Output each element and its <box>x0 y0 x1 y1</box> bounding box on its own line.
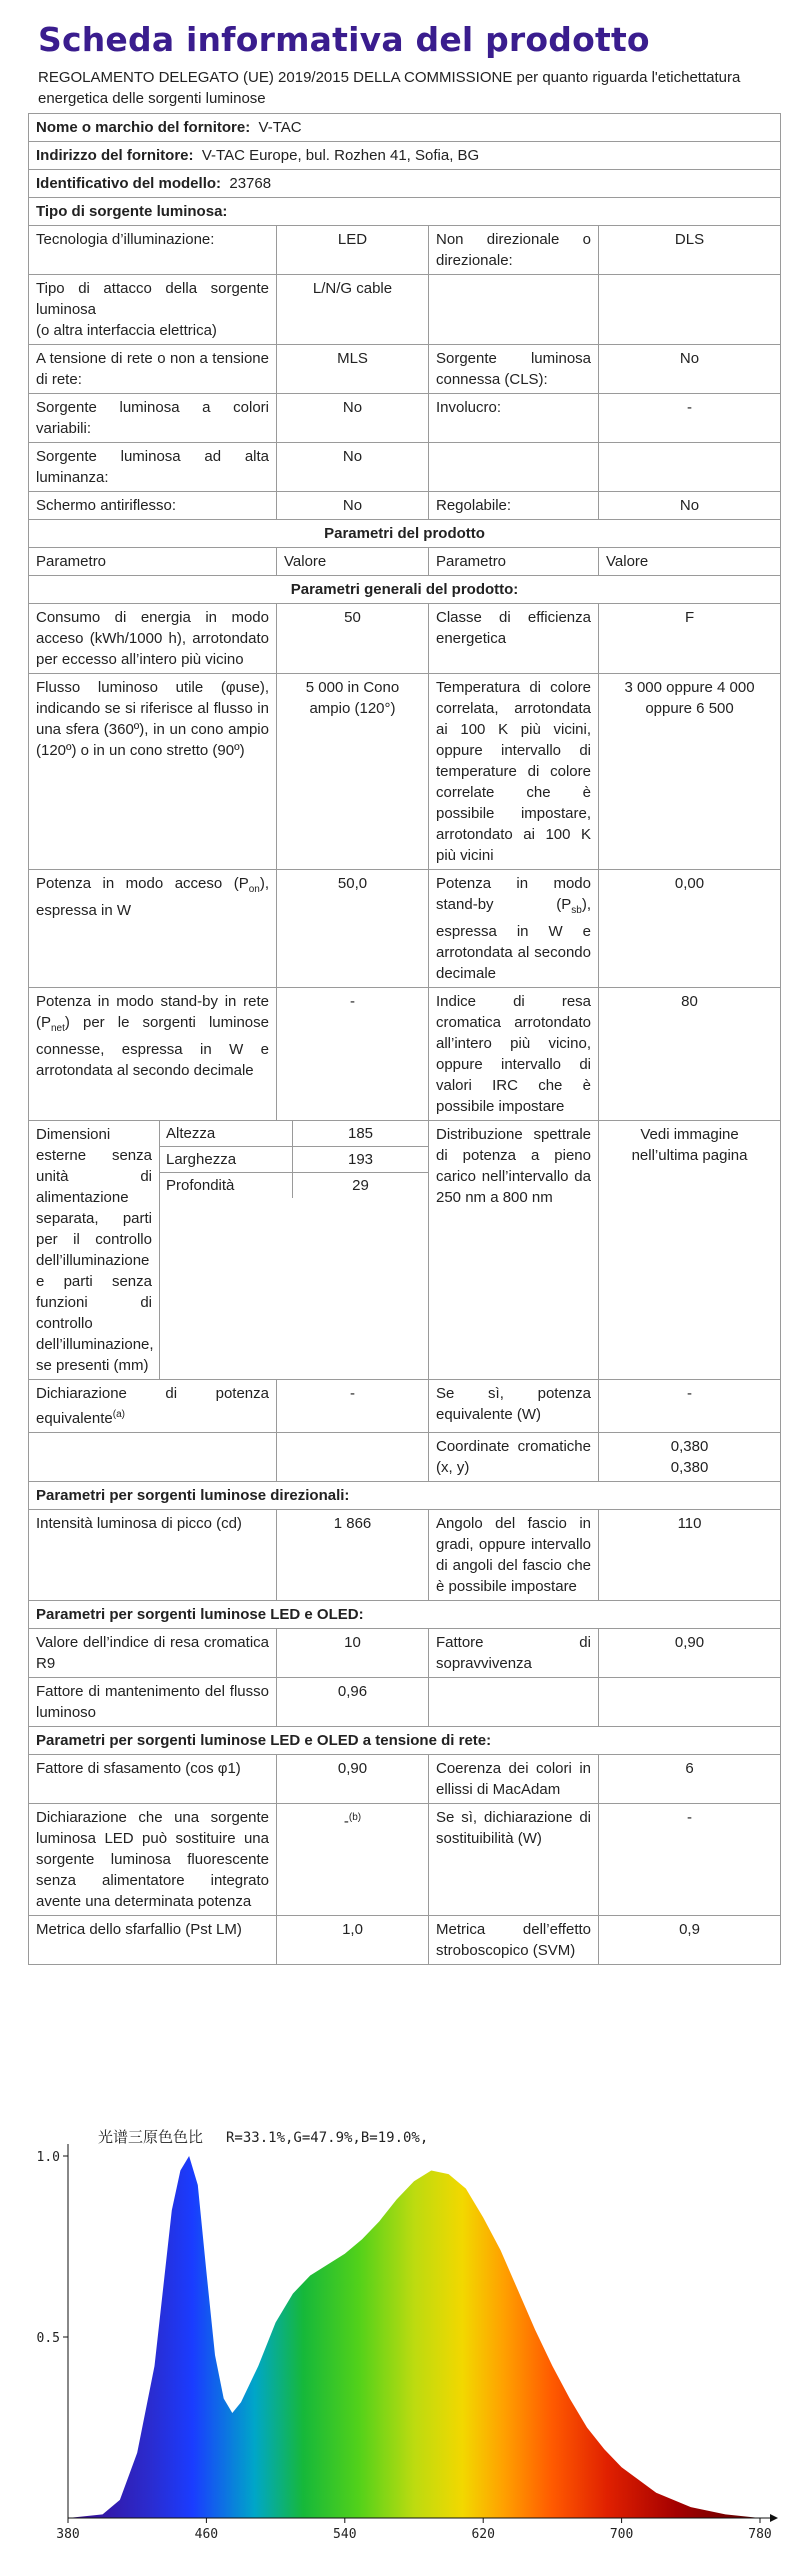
pnet-label-b: ) per le sorgenti luminose connesse, espressa in W e arrotondata al secondo decimale <box>36 1014 269 1079</box>
spd-value: Vedi immagine nell’ultima pagina <box>599 1121 781 1380</box>
cls-value: No <box>599 345 781 394</box>
high-luminance-value: No <box>277 443 429 492</box>
equiv-w-value: - <box>599 1380 781 1433</box>
pon-label-a: Potenza in modo acceso (P <box>36 875 249 892</box>
cap-label: Tipo di attacco della sorgente luminosa <box>36 280 269 318</box>
macadam-value: 6 <box>599 1755 781 1804</box>
color-tunable-value: No <box>277 394 429 443</box>
table-row <box>29 345 781 394</box>
table-row <box>29 443 781 492</box>
equiv-note-mark: (a) <box>112 1409 125 1420</box>
width-label: Larghezza <box>160 1147 293 1172</box>
width-value: 193 <box>347 1151 374 1168</box>
x-tick-label: 540 <box>333 2527 357 2542</box>
svm-label: Metrica dell’effetto stroboscopico (SVM) <box>429 1916 599 1965</box>
peak-intensity-label: Intensità luminosa di picco (cd) <box>29 1510 277 1601</box>
table-row <box>29 1380 781 1433</box>
replace-note-mark: (b) <box>348 1812 362 1823</box>
pnet-label-a: Potenza in modo stand-by in rete (P <box>36 993 269 1031</box>
table-row <box>29 1804 781 1916</box>
maintenance-label: Fattore di mantenimento del flusso luminoso <box>29 1678 277 1727</box>
section-row <box>29 1727 781 1755</box>
table-row <box>29 1629 781 1678</box>
high-luminance-label: Sorgente luminosa ad alta luminanza: <box>29 443 277 492</box>
depth-value: 29 <box>352 1177 369 1194</box>
dimensions-cell <box>29 1121 429 1380</box>
section-row <box>29 520 781 548</box>
led-mains-title: Parametri per sorgenti luminose LED e OLED a tensione di rete: <box>29 1727 781 1755</box>
table-row <box>29 1121 781 1380</box>
macadam-label: Coerenza dei colori in ellissi di MacAdam <box>429 1755 599 1804</box>
width-row <box>160 1147 428 1173</box>
pnet-value: - <box>277 988 429 1121</box>
supplier-address-row <box>29 142 781 170</box>
nondir-label: Non direzionale o direzionale: <box>429 226 599 275</box>
table-row <box>29 988 781 1121</box>
col-header-param-2: Parametro <box>429 548 599 576</box>
envelope-label: Involucro: <box>429 394 599 443</box>
dimmable-label: Regolabile: <box>429 492 599 520</box>
x-tick-label: 700 <box>609 2527 634 2542</box>
chart-title: 光谱三原色色比 <box>98 2128 204 2146</box>
pon-sub: on <box>248 884 260 895</box>
cct-value: 3 000 oppure 4 000 oppure 6 500 <box>599 674 781 870</box>
peak-intensity-value: 1 866 <box>277 1510 429 1601</box>
table-row <box>29 1916 781 1965</box>
chart-subtitle: R=33.1%,G=47.9%,B=19.0%, <box>226 2130 429 2146</box>
model-id-row <box>29 170 781 198</box>
spectrum-area <box>68 2156 760 2518</box>
r9-label: Valore dell’indice di resa cromatica R9 <box>29 1629 277 1678</box>
energy-class-label: Classe di efficienza energetica <box>429 604 599 674</box>
pst-value: 1,0 <box>277 1916 429 1965</box>
chroma-label: Coordinate cromatiche (x, y) <box>429 1433 599 1482</box>
source-type-heading-row <box>29 198 781 226</box>
psb-label-b: ), espressa in W e arrotondata al secondo decimale <box>436 896 591 982</box>
r9-value: 10 <box>277 1629 429 1678</box>
maintenance-value: 0,96 <box>277 1678 429 1727</box>
source-type-heading: Tipo di sorgente luminosa: <box>29 198 781 226</box>
cri-label: Indice di resa cromatica arrotondato all’intero più vicino, oppure intervallo di valori IRC che è possibile impostare <box>429 988 599 1121</box>
psb-value: 0,00 <box>599 870 781 988</box>
supplier-address-label: Indirizzo del fornitore: <box>36 147 194 164</box>
model-id-label: Identificativo del modello: <box>36 175 222 192</box>
survival-label: Fattore di sopravvivenza <box>429 1629 599 1678</box>
directional-title: Parametri per sorgenti luminose direzionali: <box>29 1482 781 1510</box>
table-row <box>29 674 781 870</box>
replace-label: Dichiarazione che una sorgente luminosa LED può sostituire una sorgente luminosa fluorescente senza alimentatore integrato avente una determinata potenza <box>29 1804 277 1916</box>
power-factor-label: Fattore di sfasamento (cos φ1) <box>29 1755 277 1804</box>
flux-label: Flusso luminoso utile (φuse), indicando se si riferisce al flusso in una sfera (360º), in un cono ampio (120º) o in un cono stretto (90º) <box>29 674 277 870</box>
x-tick-label: 780 <box>748 2527 772 2542</box>
spectrum-chart-svg <box>28 2118 780 2548</box>
replace-w-label: Se sì, dichiarazione di sostituibilità (W) <box>429 1804 599 1916</box>
replace-value <box>277 1804 429 1916</box>
psb-label-a: Potenza in modo stand-by (P <box>436 875 591 913</box>
table-row <box>29 275 781 345</box>
depth-row <box>160 1173 428 1198</box>
x-tick-label: 460 <box>194 2527 219 2542</box>
pon-label <box>29 870 277 988</box>
table-row <box>29 492 781 520</box>
section-row <box>29 576 781 604</box>
x-tick-label: 620 <box>471 2527 495 2542</box>
table-row <box>29 870 781 988</box>
color-tunable-label: Sorgente luminosa a colori variabili: <box>29 394 277 443</box>
product-sheet-table <box>28 113 781 1965</box>
replace-w-value: - <box>599 1804 781 1916</box>
svm-value: 0,9 <box>599 1916 781 1965</box>
table-row <box>29 226 781 275</box>
beam-angle-value: 110 <box>599 1510 781 1601</box>
page-title: Scheda informativa del prodotto <box>38 20 650 59</box>
section-row <box>29 1482 781 1510</box>
supplier-name-label: Nome o marchio del fornitore: <box>36 119 251 136</box>
supplier-name-value: V-TAC <box>258 119 302 136</box>
table-row <box>29 1755 781 1804</box>
y-tick-label: 1.0 <box>36 2150 60 2165</box>
energy-class-value: F <box>599 604 781 674</box>
cri-value: 80 <box>599 988 781 1121</box>
nondir-value: DLS <box>599 226 781 275</box>
envelope-value: - <box>599 394 781 443</box>
height-row <box>160 1121 428 1147</box>
regulation-subtitle: REGOLAMENTO DELEGATO (UE) 2019/2015 DELLA COMMISSIONE per quanto riguarda l'etichettatura energetica delle sorgenti luminose <box>38 69 741 107</box>
equiv-value: - <box>277 1380 429 1433</box>
section-row <box>29 1601 781 1629</box>
dimmable-value: No <box>599 492 781 520</box>
chroma-y-value: 0,380 <box>670 1459 709 1476</box>
chroma-x-value: 0,380 <box>670 1438 709 1455</box>
equiv-label <box>29 1380 277 1433</box>
table-row <box>29 394 781 443</box>
survival-value: 0,90 <box>599 1629 781 1678</box>
flux-value: 5 000 in Cono ampio (120°) <box>277 674 429 870</box>
x-tick-label: 380 <box>56 2527 80 2542</box>
psb-sub: sb <box>571 905 582 916</box>
table-row <box>29 1678 781 1727</box>
psb-label <box>429 870 599 988</box>
general-params-title: Parametri generali del prodotto: <box>29 576 781 604</box>
spd-label: Distribuzione spettrale di potenza a pieno carico nell’intervallo da 250 nm a 800 nm <box>429 1121 599 1380</box>
table-row <box>29 1510 781 1601</box>
cct-label: Temperatura di colore correlata, arrotondata ai 100 K più vicini, oppure intervallo di temperature di colore correlate che è possibile impostare, arrotondato ai 100 K più vicini <box>429 674 599 870</box>
column-header-row <box>29 548 781 576</box>
cap-value: L/N/G cable <box>277 275 429 345</box>
product-params-title: Parametri del prodotto <box>29 520 781 548</box>
equiv-label-text: Dichiarazione di potenza equivalente <box>36 1385 269 1427</box>
product-information-sheet <box>28 0 780 1965</box>
mains-label: A tensione di rete o non a tensione di rete: <box>29 345 277 394</box>
cls-label: Sorgente luminosa connessa (CLS): <box>429 345 599 394</box>
mains-value: MLS <box>277 345 429 394</box>
anti-glare-value: No <box>277 492 429 520</box>
supplier-name-row <box>29 114 781 142</box>
energy-label: Consumo di energia in modo acceso (kWh/1000 h), arrotondato per eccesso all’intero più vicino <box>29 604 277 674</box>
depth-label: Profondità <box>160 1173 293 1198</box>
x-axis-arrow-icon <box>770 2514 778 2522</box>
supplier-address-value: V-TAC Europe, bul. Rozhen 41, Sofia, BG <box>201 147 480 164</box>
height-label: Altezza <box>160 1121 293 1146</box>
pnet-label <box>29 988 277 1121</box>
col-header-value: Valore <box>277 548 429 576</box>
led-title: Parametri per sorgenti luminose LED e OLED: <box>29 1601 781 1629</box>
height-value: 185 <box>347 1125 374 1142</box>
pon-label-b: ), espressa in W <box>36 875 269 919</box>
table-row <box>29 1433 781 1482</box>
dimensions-label: Dimensioni esterne senza unità di alimentazione separata, parti per il controllo dell’illuminazione e parti senza funzioni di controllo dell’illuminazione, se presenti (mm) <box>29 1121 160 1379</box>
cap-label-note: (o altra interfaccia elettrica) <box>36 322 217 339</box>
energy-value: 50 <box>277 604 429 674</box>
col-header-param: Parametro <box>29 548 277 576</box>
col-header-value-2: Valore <box>599 548 781 576</box>
pnet-sub: net <box>51 1023 65 1034</box>
tech-value: LED <box>277 226 429 275</box>
spectrum-chart <box>28 2118 780 2548</box>
model-id-value: 23768 <box>229 175 272 192</box>
pon-value: 50,0 <box>277 870 429 988</box>
pst-label: Metrica dello sfarfallio (Pst LM) <box>29 1916 277 1965</box>
beam-angle-label: Angolo del fascio in gradi, oppure intervallo di angoli del fascio che è possibile impostare <box>429 1510 599 1601</box>
anti-glare-label: Schermo antiriflesso: <box>29 492 277 520</box>
table-row <box>29 604 781 674</box>
power-factor-value: 0,90 <box>277 1755 429 1804</box>
y-tick-label: 0.5 <box>36 2331 60 2346</box>
tech-label: Tecnologia d’illuminazione: <box>29 226 277 275</box>
equiv-w-label: Se sì, potenza equivalente (W) <box>429 1380 599 1433</box>
replace-value-text: - <box>343 1813 349 1830</box>
